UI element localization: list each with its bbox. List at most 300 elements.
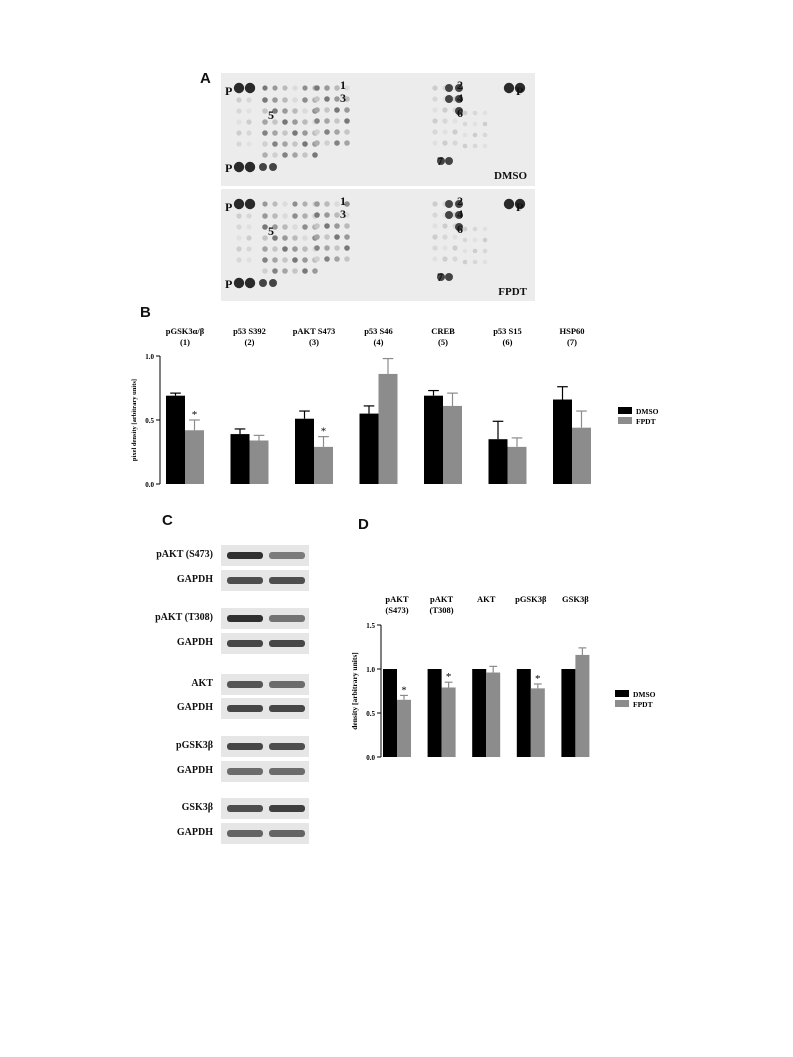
array-spot [236,213,241,218]
array-spot [442,129,447,134]
array-spot [272,152,278,158]
array-spot [312,268,318,274]
blot-strip-gapdh [221,570,309,591]
array-spot [302,201,307,206]
array-spot [334,118,340,124]
array-spot [272,97,278,103]
array-spot [334,234,340,240]
array-spot [452,140,457,145]
bar [250,440,269,484]
protein-band [269,577,305,584]
array-spot [334,140,340,146]
array-spot [272,268,278,274]
highlighted-spot [259,163,267,171]
array-spot [314,223,320,229]
reference-spot [234,83,244,93]
y-axis-label: pixel density [arbitrary units] [131,378,138,462]
array-spot [302,97,308,103]
blot-label-gapdh: GAPDH [176,765,213,776]
array-spot [483,260,488,265]
array-spot [282,257,288,263]
array-spot [432,223,437,228]
category-label: (S473) [385,605,409,615]
category-label: (7) [567,337,577,347]
spot-label: 5 [268,224,274,238]
array-spot [483,249,488,254]
significance-mark: * [535,672,541,685]
blot-label-gapdh: GAPDH [176,637,213,648]
category-label: p53 S46 [364,326,393,336]
array-spot [292,85,297,90]
array-spot [282,141,288,147]
legend-swatch [615,690,629,697]
array-spot [282,235,288,241]
reference-spot [245,162,255,172]
bar [360,414,379,484]
array-spot [302,85,307,90]
array-spot [282,201,287,206]
blot-bands [221,633,309,654]
highlighted-spot [269,279,277,287]
blot-label-target: pAKT (T308) [155,612,213,623]
array-spot [292,97,298,103]
array-spot [236,257,241,262]
array-spot [314,107,320,113]
bar [531,688,545,757]
spot-label: P [225,277,233,291]
y-tick-label: 0.0 [366,754,375,762]
bar [166,396,185,484]
array-spot [282,224,288,230]
highlighted-spot [445,273,453,281]
bar [185,430,204,484]
array-spot [442,140,447,145]
array-spot [262,152,268,158]
category-label: pAKT [430,594,454,604]
category-label: pAKT S473 [292,326,336,336]
array-spot [463,144,468,149]
array-spot [282,85,287,90]
protein-band [227,552,263,559]
spot-label: 2 [457,194,463,208]
blot-bands [221,674,309,695]
highlighted-spot [445,211,453,219]
spot-label: 4 [457,91,463,105]
blot-strip-gapdh [221,761,309,782]
array-spot [272,130,278,136]
reference-spot [245,199,255,209]
array-spot [262,130,268,136]
array-spot [282,97,288,103]
array-spot [344,107,350,113]
array-spot [292,257,298,263]
blot-strip-gapdh [221,823,309,844]
array-spot [324,256,330,262]
array-spot [442,107,447,112]
bar [508,447,527,484]
bar [561,669,575,757]
bar [428,669,442,757]
array-spot [442,256,447,261]
significance-mark: * [401,684,407,697]
protein-band [269,552,305,559]
array-spot [272,141,278,147]
bar [383,669,397,757]
blot-strip-gapdh [221,633,309,654]
spot-label: 7 [437,154,443,168]
category-label: (4) [373,337,384,347]
spot-label: P [225,84,233,98]
array-spot [432,212,437,217]
array-spot [262,97,268,103]
protein-band [269,681,305,688]
array-spot [452,129,457,134]
blot-bands [221,698,309,719]
array-spot [236,119,241,124]
array-spot [324,107,330,113]
array-spot [442,234,447,239]
array-spot [262,201,267,206]
array-spot [344,245,350,251]
category-label: (3) [309,337,319,347]
array-spot [324,223,330,229]
protein-band [269,830,305,837]
category-label: pGSK3β [515,594,547,604]
bar [572,428,591,484]
array-spot [324,212,330,218]
spot-label: P [225,200,233,214]
legend-swatch [615,700,629,707]
array-spot [302,130,308,136]
reference-spot [245,83,255,93]
array-spot [292,268,298,274]
array-spot [432,85,437,90]
spot-label: 2 [457,78,463,92]
array-spot [282,130,288,136]
array-spot [334,212,340,218]
spot-grid [234,199,525,288]
condition-label: FPDT [498,286,527,298]
array-spot [292,235,298,241]
spot-label: 1 [340,78,346,92]
array-spot [463,238,468,243]
category-label: (1) [180,337,190,347]
array-spot [432,140,437,145]
array-spot [262,108,268,114]
spot-label: 6 [457,106,463,120]
array-spot [483,238,488,243]
protein-band [269,768,305,775]
array-spot [262,85,267,90]
array-spot [262,213,268,219]
array-spot [463,260,468,265]
spot-label: P [516,84,524,98]
array-spot [473,227,478,232]
y-tick-label: 0.0 [145,481,154,489]
array-spot [236,246,241,251]
array-spot [262,119,268,125]
reference-spot [234,162,244,172]
array-spot [292,152,298,158]
array-spot [334,245,340,251]
blot-strip-target [221,608,309,629]
blot-label-gapdh: GAPDH [176,574,213,585]
significance-mark: * [191,409,198,421]
spot-label: 3 [340,91,346,105]
array-spot [272,257,278,263]
array-spot [292,246,298,252]
array-spot [292,108,298,114]
array-spot [292,201,297,206]
array-spot [292,130,298,136]
y-axis-label: density [arbitrary units] [350,652,359,730]
array-spot [236,141,241,146]
array-spot [302,119,308,125]
blot-bands [221,570,309,591]
bar [553,400,572,484]
category-label: CREB [431,326,455,336]
spot-grid [234,83,525,172]
array-spot [344,234,350,240]
category-label: pAKT [385,594,409,604]
array-spot [236,235,241,240]
protein-band [227,705,263,712]
array-spot [282,119,288,125]
bar [517,669,531,757]
array-spot [473,133,478,138]
array-spot [314,140,320,146]
array-spot [282,213,288,219]
array-spot [246,246,251,251]
legend-label: DMSO [636,407,659,416]
array-spot [312,152,318,158]
bar [295,419,314,484]
array-spot [483,122,488,127]
blot-bands [221,761,309,782]
array-spot [463,122,468,127]
array-spot [324,201,330,207]
blot-bands [221,545,309,566]
array-spot [442,245,447,250]
array-blot-dmso [221,73,535,186]
panel-letter-b: B [140,304,151,321]
array-spot [334,107,340,113]
array-spot [246,235,251,240]
array-spot [292,213,298,219]
blot-strip-target [221,736,309,757]
bar [231,434,250,484]
array-spot [324,118,330,124]
array-spot [262,257,268,263]
category-label: (6) [502,337,513,347]
array-spot [272,246,278,252]
category-label: (T308) [429,605,454,615]
bar [314,447,333,484]
array-spot [432,201,437,206]
array-spot [236,224,241,229]
category-label: (5) [438,337,448,347]
protein-band [269,640,305,647]
blot-bands [221,736,309,757]
array-spot [473,249,478,254]
blot-strip-target [221,545,309,566]
panel-letter-a: A [200,70,211,87]
array-spot [463,111,468,116]
array-blot-fpdt-spots [221,189,535,301]
array-spot [324,234,330,240]
bar [575,655,589,757]
bar [379,374,398,484]
highlighted-spot [259,279,267,287]
array-spot [324,96,330,102]
spot-label: 5 [268,108,274,122]
protein-band [227,830,263,837]
highlighted-spot [445,200,453,208]
array-spot [324,85,330,91]
array-spot [282,246,288,252]
array-spot [262,141,268,147]
blot-label-gapdh: GAPDH [176,827,213,838]
array-spot [246,213,251,218]
array-spot [334,256,340,262]
blot-bands [221,798,309,819]
array-spot [473,144,478,149]
array-spot [442,223,447,228]
reference-spot [504,83,514,93]
blot-strip-target [221,674,309,695]
array-spot [314,129,320,135]
array-spot [334,201,340,207]
array-spot [262,224,268,230]
array-spot [432,129,437,134]
array-spot [292,224,298,230]
panel-letter-d: D [358,516,369,533]
array-spot [236,108,241,113]
array-spot [344,140,350,146]
bar [486,673,500,757]
y-tick-label: 0.5 [145,417,154,425]
category-label: p53 S15 [493,326,522,336]
category-label: (2) [244,337,255,347]
array-spot [334,223,340,229]
array-blot-fpdt [221,189,535,301]
array-spot [314,96,320,102]
bar [443,406,462,484]
array-spot [432,234,437,239]
blot-strip-target [221,798,309,819]
array-spot [324,245,330,251]
reference-spot [234,278,244,288]
protein-band [269,705,305,712]
array-spot [314,85,320,91]
y-tick-label: 1.5 [366,622,375,630]
array-spot [344,118,350,124]
protein-band [227,615,263,622]
array-spot [246,224,251,229]
array-spot [246,257,251,262]
array-spot [452,256,457,261]
array-spot [246,108,251,113]
western-density-chart [350,590,695,770]
reference-spot [245,278,255,288]
bar [397,700,411,757]
array-spot [483,227,488,232]
array-spot [432,118,437,123]
array-spot [314,245,320,251]
array-spot [246,119,251,124]
array-spot [282,108,288,114]
y-tick-label: 1.0 [366,666,375,674]
protein-band [269,805,305,812]
bar [489,439,508,484]
array-spot [314,201,320,207]
y-tick-label: 1.0 [145,353,154,361]
array-spot [334,129,340,135]
array-spot [302,246,308,252]
category-label: p53 S392 [233,326,266,336]
array-spot [292,119,298,125]
array-spot [236,97,241,102]
array-spot [314,118,320,124]
array-spot [236,130,241,135]
array-spot [473,122,478,127]
array-spot [432,256,437,261]
array-spot [262,268,268,274]
spot-label: 1 [340,194,346,208]
blot-bands [221,608,309,629]
panel-letter-c: C [162,512,173,529]
array-spot [344,223,350,229]
significance-mark: * [320,425,327,438]
protein-band [227,805,263,812]
array-spot [302,257,308,263]
y-tick-label: 0.5 [366,710,375,718]
array-spot [432,107,437,112]
blot-bands [221,823,309,844]
blot-label-target: GSK3β [181,802,213,813]
array-spot [334,85,340,91]
array-spot [473,238,478,243]
bar [472,669,486,757]
category-label: pGSK3α/β [165,326,205,336]
blot-label-target: AKT [191,678,213,689]
array-spot [473,111,478,116]
array-spot [334,96,340,102]
array-spot [302,213,308,219]
legend-label: DMSO [633,690,656,699]
array-spot [452,245,457,250]
protein-band [227,743,263,750]
array-spot [432,96,437,101]
reference-spot [234,199,244,209]
array-spot [324,140,330,146]
spot-label: 6 [457,222,463,236]
condition-label: DMSO [494,170,527,182]
array-spot [314,234,320,240]
array-spot [272,85,277,90]
protein-band [269,615,305,622]
array-spot [442,118,447,123]
array-density-chart [120,322,659,497]
array-spot [282,152,288,158]
spot-label: 3 [340,207,346,221]
array-spot [483,111,488,116]
spot-label: 4 [457,207,463,221]
array-spot [302,268,308,274]
array-spot [324,129,330,135]
array-spot [246,97,251,102]
protein-band [269,743,305,750]
